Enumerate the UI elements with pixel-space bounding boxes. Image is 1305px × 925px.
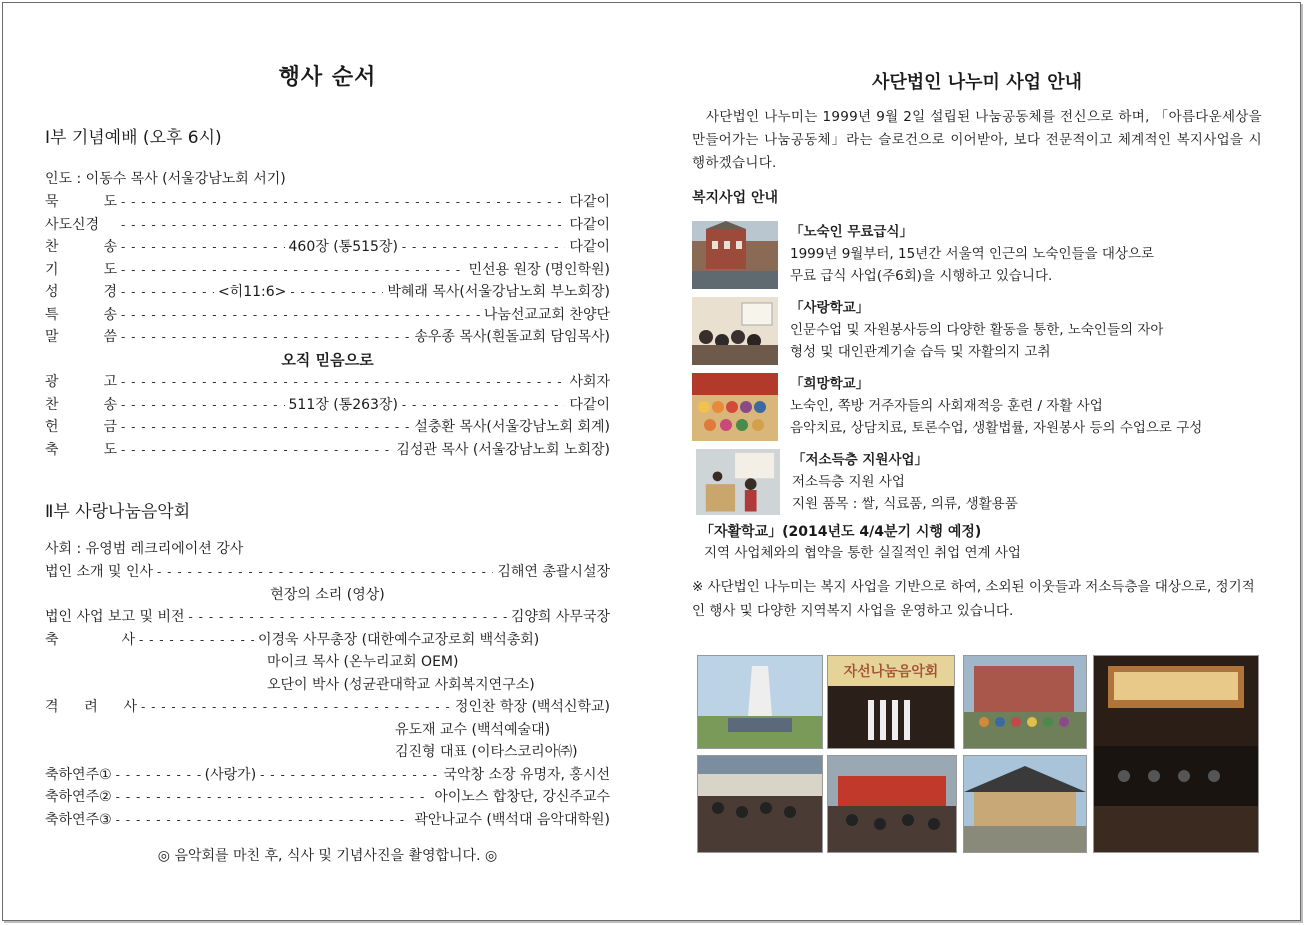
low-income-photo xyxy=(696,449,780,511)
hope-school-name: 「희망학교」 xyxy=(790,376,870,392)
part1_items_b-value: 다같이 xyxy=(569,396,610,413)
part1_items-row xyxy=(45,281,610,304)
part1_items_b-label-char: 금 xyxy=(103,419,117,435)
part2-heading: Ⅱ부 사랑나눔음악회 xyxy=(45,502,191,522)
part1_items-label-char: 찬 xyxy=(45,239,59,255)
part1_items-value: 나눔선교교회 찬양단 xyxy=(483,306,610,323)
program-title: 행사 순서 xyxy=(278,65,377,90)
encourage-label-a: 격 xyxy=(45,699,59,715)
leader-dots xyxy=(157,565,493,579)
perf-2-value: 아이노스 합창단, 강신주교수 xyxy=(434,789,610,805)
low-income-name: 「저소득층 지원사업」 xyxy=(792,452,929,468)
hope-school-text xyxy=(790,373,1202,439)
part1_items_b-value: 사회자 xyxy=(569,374,610,390)
part1_items-label-char: 기 xyxy=(45,261,59,278)
meal-line-1: 1999년 9월부터, 15년간 서울역 인근의 노숙인들을 대상으로 xyxy=(790,246,1155,262)
leader-dots xyxy=(189,610,507,624)
part1-list xyxy=(45,191,610,349)
part1_items-label-char: 경 xyxy=(103,284,117,300)
part1_items_b-label-char: 축 xyxy=(45,441,59,458)
sermon-title: 오직 믿음으로 xyxy=(281,350,374,369)
program-meal xyxy=(692,221,1262,289)
part1_items-value: 박혜래 목사(서울강남노회 부노회장) xyxy=(387,284,610,300)
congrats-row xyxy=(45,629,610,652)
congrats-1: 이경욱 사무총장 (대한예수교장로회 백석총회) xyxy=(258,631,540,648)
closing-note: ◎ 음악회를 마친 후, 식사 및 기념사진을 촬영합니다. ◎ xyxy=(157,848,498,864)
business-info-page xyxy=(692,60,1262,623)
perf-1-label: 축하연주① xyxy=(45,766,112,783)
report-value: 김양희 사무국장 xyxy=(510,609,610,625)
congrats-2: 마이크 목사 (온누리교회 OEM) xyxy=(267,654,459,670)
meal-text xyxy=(790,221,1154,287)
part1_items-label xyxy=(45,259,117,279)
leader-dots xyxy=(121,443,392,457)
part1_items-label xyxy=(45,281,117,301)
meal-line-2: 무료 급식 사업(주6회)을 시행하고 있습니다. xyxy=(790,268,1053,284)
part1_items-value: 송우종 목사(흰돌교회 담임목사) xyxy=(414,329,610,345)
intro-label: 법인 소개 및 인사 xyxy=(45,564,154,580)
leader-dots xyxy=(402,398,566,412)
congrats-label-a: 축 xyxy=(45,631,59,648)
perf-1-row xyxy=(45,764,610,787)
perf-3-value: 곽안나교수 (백석대 음악대학원) xyxy=(414,811,610,828)
business-title: 사단법인 나누미 사업 안내 xyxy=(871,72,1083,93)
program-low-income xyxy=(692,449,1262,515)
congrats-label-b: 사 xyxy=(121,631,135,648)
leader-dots xyxy=(116,813,411,827)
program-love-school xyxy=(692,297,1262,365)
part1_items-label-char: 특 xyxy=(45,306,59,323)
perf-3-label: 축하연주③ xyxy=(45,811,112,828)
concert-stage-photo xyxy=(827,655,955,749)
part1_items-row xyxy=(45,304,610,327)
photo-collage xyxy=(697,655,1262,855)
part1_items_b-row xyxy=(45,371,610,394)
leader-dots xyxy=(290,285,383,299)
intro-paragraph: 사단법인 나누미는 1999년 9월 2일 설립된 나눔공동체를 전신으로 하며, 「아름다운세상을 만들어가는 나눔공동체」라는 슬로건으로 이어받아, 보다 전문적이고 체계적인 복지사업을 시행하겠습니다. xyxy=(692,109,1262,171)
part1_items_b-row xyxy=(45,416,610,439)
part1_items-label-char: 성 xyxy=(45,284,59,300)
part1-lead: 인도 : 이동수 목사 (서울강남노회 서기) xyxy=(45,171,286,187)
love-school-text xyxy=(790,297,1163,363)
congrats-3: 오단이 박사 (성균관대학교 사회복지연구소) xyxy=(267,676,535,693)
part1_items-value: 다같이 xyxy=(569,239,610,255)
encourage-row xyxy=(45,696,610,719)
leader-dots xyxy=(116,768,201,782)
love-school-line-1: 인문수업 및 자원봉사등의 다양한 활동을 통한, 노숙인들의 자아 xyxy=(790,322,1164,338)
meal-photo xyxy=(692,221,778,289)
congrats-label xyxy=(45,629,135,649)
part1_items-label-char: 송 xyxy=(103,239,117,255)
love-school-name: 「사랑학교」 xyxy=(790,300,870,316)
leader-dots xyxy=(121,218,565,232)
field-voice: 현장의 소리 (영상) xyxy=(270,586,385,603)
intro-row xyxy=(45,561,610,584)
part1_items-label xyxy=(45,214,117,234)
part1-heading: Ⅰ부 기념예배 (오후 6시) xyxy=(45,128,222,148)
part1_items_b-value: 김성관 목사 (서울강남노회 노회장) xyxy=(396,441,610,458)
part1_items_b-label-char: 도 xyxy=(103,441,117,458)
part1_items-label xyxy=(45,236,117,256)
classroom-photo xyxy=(697,755,823,853)
low-income-line-1: 저소득층 지원 사업 xyxy=(792,474,905,490)
encourage-label-c: 사 xyxy=(123,699,137,715)
encourage-label-b: 려 xyxy=(84,699,98,715)
part1_items_b-label xyxy=(45,394,117,414)
part1_items_b-row xyxy=(45,394,610,417)
part1_items-row xyxy=(45,191,610,214)
report-row xyxy=(45,606,610,629)
part1_items-row xyxy=(45,214,610,237)
part1_items-value: 다같이 xyxy=(569,194,610,210)
part1_items-label-char: 말 xyxy=(45,329,59,345)
part1_items-label-char: 씀 xyxy=(103,329,117,345)
welfare-heading: 복지사업 안내 xyxy=(692,190,779,206)
low-income-line-2: 지원 품목 : 쌀, 식료품, 의류, 생활용품 xyxy=(792,496,1018,512)
leader-dots xyxy=(116,790,431,804)
part1_items-label xyxy=(45,326,117,346)
part1_items-label xyxy=(45,191,117,211)
perf-2-label: 축하연주② xyxy=(45,789,112,805)
self-support-line: 지역 사업체와의 협약을 통한 실질적인 취업 연계 사업 xyxy=(704,545,1021,561)
encourage-2: 유도재 교수 (백석예술대) xyxy=(395,721,551,738)
part1_items-label-char: 사도신경 xyxy=(45,216,100,233)
intro-value: 김해연 총괄시설장 xyxy=(497,564,610,580)
memorial-photo xyxy=(697,655,823,749)
perf-1-mid: (사랑가) xyxy=(204,766,257,783)
part1_items-mid: <히11:6> xyxy=(217,284,287,300)
leader-dots xyxy=(121,195,565,209)
part1_items_b-label xyxy=(45,371,117,391)
hope-school-line-1: 노숙인, 쪽방 거주자들의 사회재적응 훈련 / 자활 사업 xyxy=(790,398,1103,414)
leader-dots xyxy=(121,308,480,322)
part1_items_b-label-char: 송 xyxy=(103,396,117,413)
part2-lead: 사회 : 유영범 레크리에이션 강사 xyxy=(45,541,244,557)
part1_items-label-char: 도 xyxy=(103,261,117,278)
perf-2-row xyxy=(45,786,610,809)
foundation-note: ※ 사단법인 나누미는 복지 사업을 기반으로 하여, 소외된 이웃들과 저소득층을 대상으로, 정기적인 행사 및 다양한 지역복지 사업을 운영하고 있습니다. xyxy=(692,579,1255,619)
perf-1-value: 국악창 소장 유명자, 홍시선 xyxy=(443,766,610,783)
part1_items-value: 다같이 xyxy=(569,216,610,233)
part1-list-b xyxy=(45,371,610,461)
leader-dots xyxy=(141,700,451,714)
leader-dots xyxy=(121,240,285,254)
part1_items_b-value: 설충환 목사(서울강남노회 회계) xyxy=(414,419,610,435)
part1_items-label-char: 송 xyxy=(103,306,117,323)
part1_items_b-label-char: 광 xyxy=(45,374,59,390)
love-school-line-2: 형성 및 대인관계기술 습득 및 자활의지 고취 xyxy=(790,344,1051,360)
leader-dots xyxy=(121,398,285,412)
encourage-label xyxy=(45,696,137,716)
concert-banner-text: 자선나눔음악회 xyxy=(843,663,939,679)
leader-dots xyxy=(260,768,439,782)
outdoor-event-photo xyxy=(827,755,957,853)
leader-dots xyxy=(121,375,565,389)
part1_items-value: 민선용 원장 (명인학원) xyxy=(468,261,610,278)
leader-dots xyxy=(121,420,410,434)
leader-dots xyxy=(139,633,254,647)
part1_items-label-char: 도 xyxy=(103,194,117,210)
love-school-photo xyxy=(692,297,778,365)
orchestra-photo xyxy=(1093,655,1259,853)
self-support-title: 「자활학교」(2014년도 4/4분기 시행 예정) xyxy=(700,524,982,540)
perf-3-row xyxy=(45,809,610,832)
part1_items-mid: 460장 (통515장) xyxy=(288,239,398,255)
part1_items-label-char: 묵 xyxy=(45,194,59,210)
part1_items-row xyxy=(45,326,610,349)
part1_items_b-label-char: 헌 xyxy=(45,419,59,435)
report-label: 법인 사업 보고 및 비전 xyxy=(45,609,185,625)
part1_items-row xyxy=(45,259,610,282)
leader-dots xyxy=(121,263,464,277)
leader-dots xyxy=(402,240,566,254)
encourage-1: 정인찬 학장 (백석신학교) xyxy=(454,699,610,715)
part1_items_b-label xyxy=(45,416,117,436)
part1_items-label xyxy=(45,304,117,324)
leader-dots xyxy=(121,330,410,344)
program-hope-school xyxy=(692,373,1262,441)
low-income-text xyxy=(792,449,1018,515)
meal-name: 「노숙인 무료급식」 xyxy=(790,224,913,240)
hope-school-photo xyxy=(692,373,778,441)
hanok-photo xyxy=(963,755,1087,853)
group-photo xyxy=(963,655,1087,749)
part1_items_b-label xyxy=(45,439,117,459)
part1_items_b-label-char: 찬 xyxy=(45,396,59,413)
hope-school-line-2: 음악치료, 상담치료, 토론수업, 생활법률, 자원봉사 등의 수업으로 구성 xyxy=(790,420,1203,436)
part1_items_b-row xyxy=(45,439,610,462)
part1_items_b-mid: 511장 (통263장) xyxy=(288,396,398,413)
encourage-3: 김진형 대표 (이타스코리아㈜) xyxy=(395,744,578,760)
leader-dots xyxy=(121,285,214,299)
part1_items-row xyxy=(45,236,610,259)
part1_items_b-label-char: 고 xyxy=(103,374,117,390)
program-order-page xyxy=(45,60,610,868)
